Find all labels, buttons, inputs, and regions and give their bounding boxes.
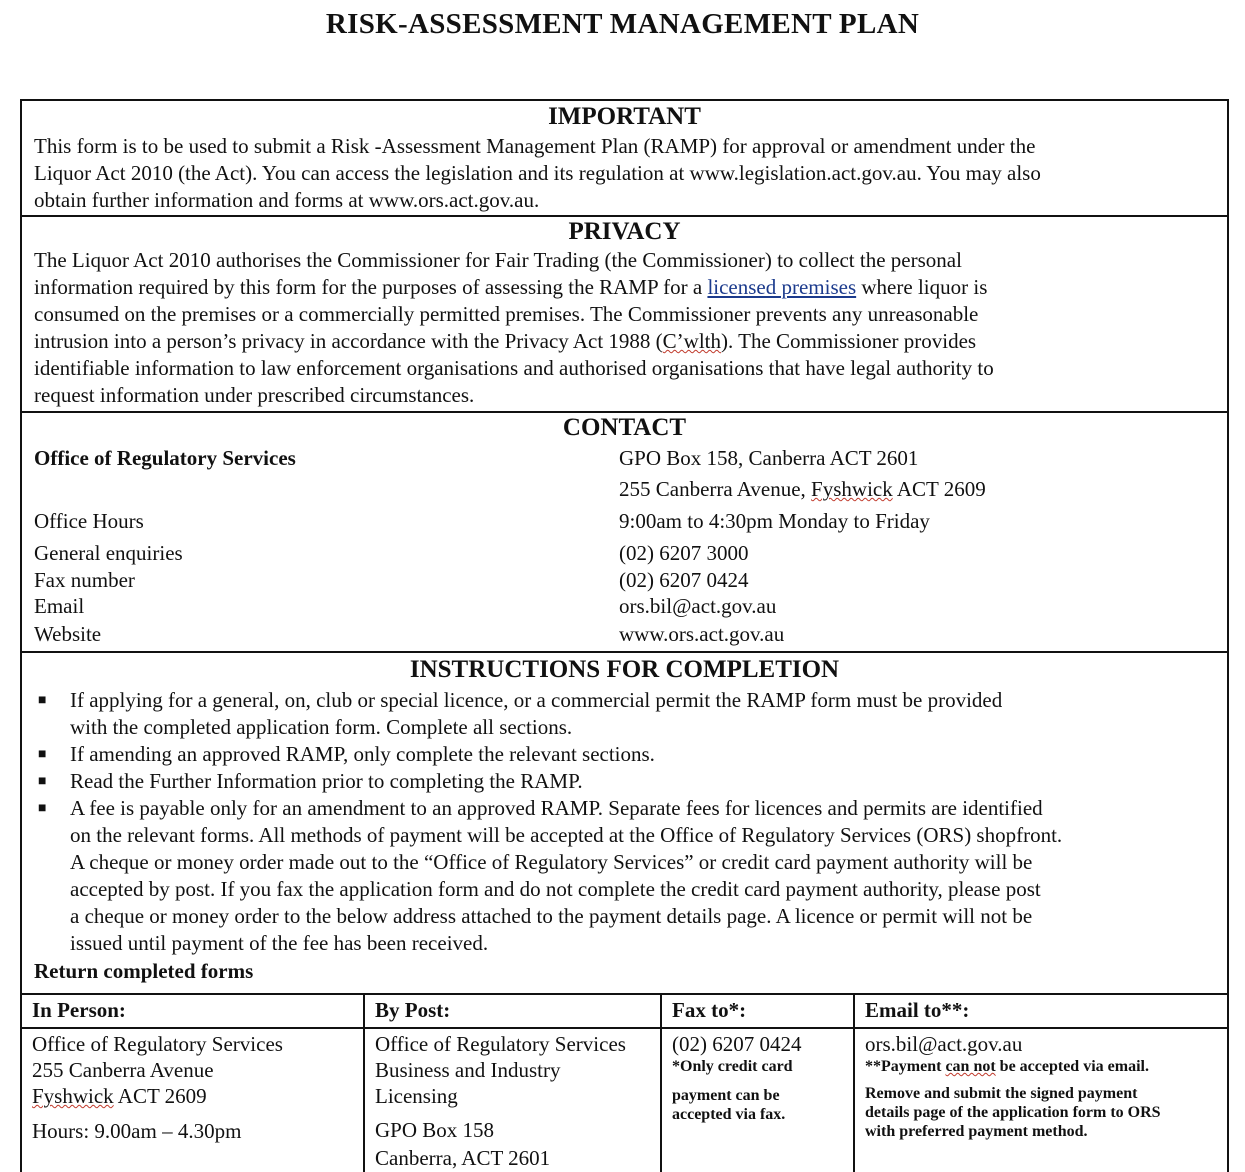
in-person-column: [22, 995, 365, 1172]
privacy-line: [34, 328, 1215, 355]
privacy-line: [34, 274, 1215, 301]
instruction-line: Read the Further Information prior to completing the RAMP.: [70, 769, 583, 793]
fax-note: payment can be: [672, 1087, 780, 1104]
bullet-icon: ■: [38, 774, 47, 789]
fax-label: Fax number: [34, 568, 135, 592]
address-text: 255 Canberra Avenue,: [619, 477, 812, 501]
by-post-line: Office of Regulatory Services: [375, 1032, 626, 1056]
email-instruction: with preferred payment method.: [865, 1123, 1088, 1140]
instruction-line: If amending an approved RAMP, only complete the relevant sections.: [70, 742, 655, 766]
contact-row: [34, 505, 1215, 537]
in-person-line: [32, 1083, 353, 1109]
licensed-premises-link[interactable]: licensed premises: [707, 275, 857, 299]
important-line: This form is to be used to submit a Risk -Assessment Management Plan (RAMP) for approval or amendment under the: [34, 134, 1036, 158]
privacy-text: information required by this form for the purposes of assessing the RAMP for a: [34, 275, 708, 299]
by-post-heading: By Post:: [365, 995, 660, 1029]
email-value[interactable]: ors.bil@act.gov.au: [619, 594, 777, 618]
instruction-line: on the relevant forms. All methods of payment will be accepted at the Office of Regulatory Services (ORS) shopfront.: [70, 823, 1063, 847]
instruction-line: accepted by post. If you fax the application form and do not complete the credit card payment authority, please post: [70, 877, 1041, 901]
bullet-icon: ■: [38, 801, 47, 816]
instructions-list: [34, 687, 1215, 957]
spelling-flag: C’wlth: [662, 329, 722, 353]
email-address[interactable]: ors.bil@act.gov.au: [865, 1032, 1023, 1056]
bullet-icon: ■: [38, 747, 47, 762]
privacy-text: intrusion into a person’s privacy in accordance with the Privacy Act 1988 (: [34, 329, 663, 353]
privacy-text: where liquor is: [856, 275, 988, 299]
email-label: Email: [34, 594, 85, 618]
privacy-text: ). The Commissioner provides: [721, 329, 977, 353]
in-person-text: ACT 2609: [113, 1084, 207, 1108]
important-heading: IMPORTANT: [548, 103, 701, 130]
address-text: ACT 2609: [892, 477, 986, 501]
email-instruction: Remove and submit the signed payment: [865, 1085, 1138, 1102]
contact-section: [22, 413, 1227, 653]
contact-row: [34, 620, 1215, 648]
website-value[interactable]: www.ors.act.gov.au: [619, 622, 785, 646]
by-post-line: GPO Box 158: [375, 1118, 495, 1142]
list-item: [34, 687, 1215, 741]
privacy-heading: PRIVACY: [568, 218, 681, 245]
fax-column: [662, 995, 855, 1172]
privacy-line: consumed on the premises or a commercially permitted premises. The Commissioner prevents any unreasonable: [34, 302, 979, 326]
fax-note: *Only credit card: [672, 1058, 793, 1075]
important-line: obtain further information and forms at www.ors.act.gov.au.: [34, 188, 540, 212]
contact-row: [34, 567, 1215, 593]
instruction-line: with the completed application form. Complete all sections.: [70, 715, 573, 739]
contact-row: [34, 473, 1215, 505]
fax-value: (02) 6207 0424: [619, 568, 749, 592]
address-line: GPO Box 158, Canberra ACT 2601: [619, 446, 919, 470]
important-section: [22, 101, 1227, 217]
website-label: Website: [34, 622, 102, 646]
list-item: [34, 768, 1215, 795]
office-label: Office of Regulatory Services: [34, 446, 296, 470]
enquiries-label: General enquiries: [34, 541, 183, 565]
privacy-line: identifiable information to law enforcement organisations and authorised organisations that have legal authority to: [34, 356, 994, 380]
instruction-line: A cheque or money order made out to the “Office of Regulatory Services” or credit card payment authority will be: [70, 850, 1033, 874]
by-post-line: Licensing: [375, 1084, 458, 1108]
privacy-section: [22, 217, 1227, 413]
by-post-column: [365, 995, 662, 1172]
fax-note: accepted via fax.: [672, 1106, 786, 1123]
in-person-line: Office of Regulatory Services: [32, 1032, 283, 1056]
fax-number: (02) 6207 0424: [672, 1032, 802, 1056]
email-note-text: **Payment: [865, 1058, 946, 1075]
in-person-hours: Hours: 9.00am – 4.30pm: [32, 1119, 242, 1143]
contact-row: [34, 539, 1215, 567]
address-line: [619, 473, 1215, 505]
form-box: [20, 99, 1229, 1172]
important-line: Liquor Act 2010 (the Act). You can access the legislation and its regulation at www.legislation.act.gov.au. You may also: [34, 161, 1041, 185]
spelling-flag: Fyshwick: [811, 477, 893, 501]
hours-value: 9:00am to 4:30pm Monday to Friday: [619, 509, 930, 533]
email-note: [865, 1057, 1217, 1076]
contact-heading: CONTACT: [562, 414, 687, 441]
return-methods-table: [22, 995, 1227, 1172]
email-heading: Email to**:: [855, 995, 1227, 1029]
spelling-flag: Fyshwick: [32, 1084, 114, 1108]
list-item: [34, 741, 1215, 768]
enquiries-value: (02) 6207 3000: [619, 541, 749, 565]
in-person-line: 255 Canberra Avenue: [32, 1058, 214, 1082]
bullet-icon: ■: [38, 693, 47, 708]
list-item: [34, 795, 1215, 957]
instruction-line: If applying for a general, on, club or special licence, or a commercial permit the RAMP form must be provided: [70, 688, 1003, 712]
document-title: RISK-ASSESSMENT MANAGEMENT PLAN: [325, 8, 920, 40]
hours-label: Office Hours: [34, 509, 144, 533]
in-person-heading: In Person:: [22, 995, 363, 1029]
privacy-line: The Liquor Act 2010 authorises the Commissioner for Fair Trading (the Commissioner) to collect the personal: [34, 248, 962, 272]
email-column: [855, 995, 1227, 1172]
instructions-heading: INSTRUCTIONS FOR COMPLETION: [409, 656, 840, 683]
by-post-line: Business and Industry: [375, 1058, 561, 1082]
instruction-line: issued until payment of the fee has been received.: [70, 931, 489, 955]
instruction-line: a cheque or money order to the below address attached to the payment details page. A licence or permit will not be: [70, 904, 1033, 928]
return-forms-heading: Return completed forms: [34, 959, 254, 983]
email-note-text: be accepted via email.: [995, 1058, 1149, 1075]
instruction-line: A fee is payable only for an amendment to an approved RAMP. Separate fees for licences and permits are identified: [70, 796, 1043, 820]
spelling-flag: can not: [945, 1058, 996, 1075]
email-instruction: details page of the application form to ORS: [865, 1104, 1161, 1121]
fax-heading: Fax to*:: [662, 995, 853, 1029]
contact-row: [34, 593, 1215, 620]
privacy-line: request information under prescribed circumstances.: [34, 383, 475, 407]
by-post-line: Canberra, ACT 2601: [375, 1146, 551, 1170]
contact-row: [34, 443, 1215, 473]
instructions-section: [22, 653, 1227, 995]
